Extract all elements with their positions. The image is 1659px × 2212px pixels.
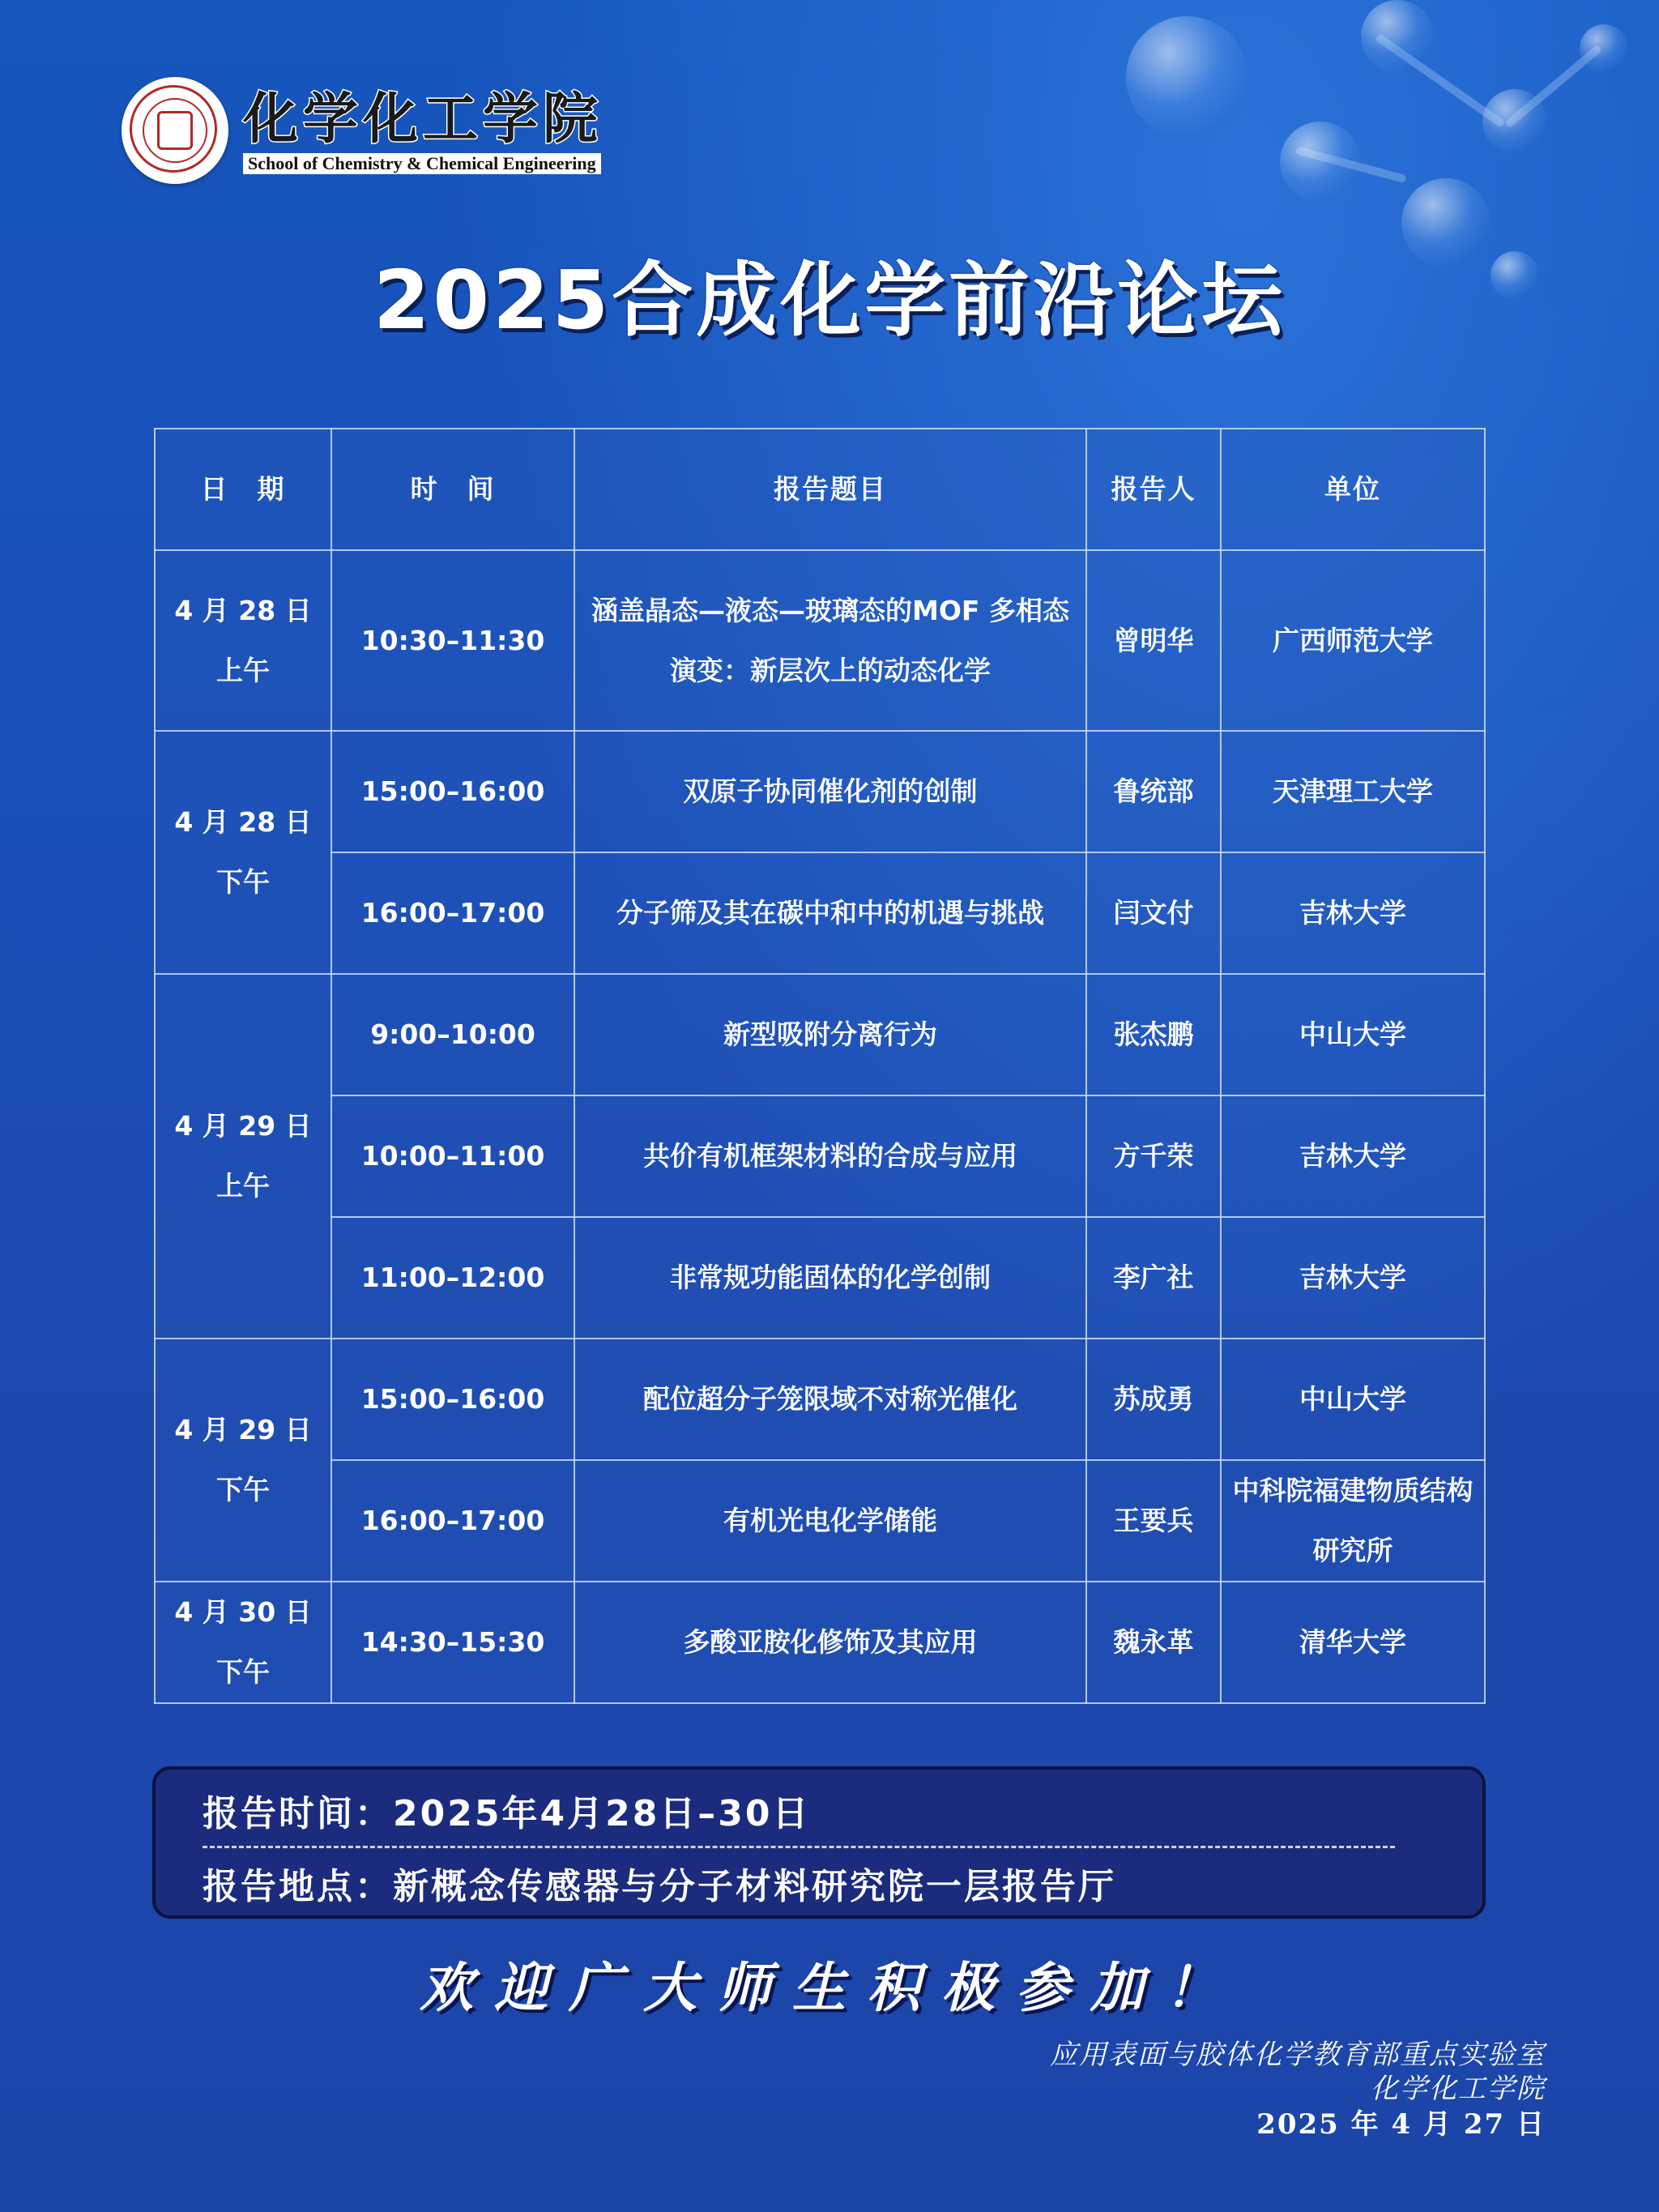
table-row (155, 731, 1485, 852)
title-cell: 非常规功能固体的化学创制 (574, 1217, 1086, 1339)
title-cell: 分子筛及其在碳中和中的机遇与挑战 (574, 852, 1086, 974)
date-cell: 4 月 28 日 下午 (155, 731, 331, 974)
unit-cell: 吉林大学 (1221, 1217, 1485, 1339)
header-date: 日 期 (155, 429, 331, 550)
header-time: 时 间 (331, 429, 574, 550)
table-row (155, 1460, 1485, 1582)
time-cell: 14:30–15:30 (331, 1582, 574, 1703)
speaker-cell: 曾明华 (1086, 550, 1221, 731)
unit-cell: 吉林大学 (1221, 852, 1485, 974)
info-box (152, 1766, 1486, 1919)
organizer-lab: 应用表面与胶体化学教育部重点实验室 (1050, 2039, 1546, 2071)
time-cell: 16:00–17:00 (331, 1460, 574, 1582)
title-cell: 多酸亚胺化修饰及其应用 (574, 1582, 1086, 1703)
time-cell: 10:00–11:00 (331, 1095, 574, 1217)
report-place: 报告地点：新概念传感器与分子材料研究院一层报告厅 (203, 1866, 1116, 1907)
time-cell: 11:00–12:00 (331, 1217, 574, 1339)
date-cell: 4 月 28 日 上午 (155, 550, 331, 731)
time-cell: 9:00–10:00 (331, 974, 574, 1095)
speaker-cell: 鲁统部 (1086, 731, 1221, 852)
table-row (155, 1339, 1485, 1460)
table-row (155, 550, 1485, 731)
unit-cell: 中山大学 (1221, 974, 1485, 1095)
title-cell: 涵盖晶态—液态—玻璃态的MOF 多相态演变：新层次上的动态化学 (574, 550, 1086, 731)
unit-cell: 中科院福建物质结构研究所 (1221, 1460, 1485, 1582)
date-cell: 4 月 29 日 下午 (155, 1339, 331, 1582)
table-row (155, 1582, 1485, 1703)
speaker-cell: 李广社 (1086, 1217, 1221, 1339)
table-row (155, 852, 1485, 974)
header-speaker: 报告人 (1086, 429, 1221, 550)
school-seal-icon (122, 77, 228, 184)
title-cell: 新型吸附分离行为 (574, 974, 1086, 1095)
time-cell: 15:00–16:00 (331, 731, 574, 852)
speaker-cell: 张杰鹏 (1086, 974, 1221, 1095)
unit-cell: 吉林大学 (1221, 1095, 1485, 1217)
logo-chinese-name: 化学化工学院 (243, 87, 603, 152)
speaker-cell: 魏永革 (1086, 1582, 1221, 1703)
logo-english-name: School of Chemistry & Chemical Engineering (243, 153, 601, 174)
title-cell: 有机光电化学储能 (574, 1460, 1086, 1582)
unit-cell: 中山大学 (1221, 1339, 1485, 1460)
issue-date: 2025 年 4 月 27 日 (1256, 2108, 1546, 2141)
organizer-school: 化学化工学院 (1371, 2073, 1546, 2105)
page-title: 2025合成化学前沿论坛 (373, 253, 1286, 348)
title-cell: 配位超分子笼限域不对称光催化 (574, 1339, 1086, 1460)
time-cell: 10:30–11:30 (331, 550, 574, 731)
unit-cell: 天津理工大学 (1221, 731, 1485, 852)
date-cell: 4 月 30 日 下午 (155, 1582, 331, 1703)
title-cell: 双原子协同催化剂的创制 (574, 731, 1086, 852)
speaker-cell: 王要兵 (1086, 1460, 1221, 1582)
header-unit: 单位 (1221, 429, 1485, 550)
time-cell: 16:00–17:00 (331, 852, 574, 974)
speaker-cell: 方千荣 (1086, 1095, 1221, 1217)
table-header-row (155, 429, 1485, 550)
time-cell: 15:00–16:00 (331, 1339, 574, 1460)
table-row (155, 1217, 1485, 1339)
welcome-slogan: 欢迎广大师生积极参加！ (420, 1956, 1239, 2019)
table-row (155, 1095, 1485, 1217)
table-row (155, 974, 1485, 1095)
header-title: 报告题目 (574, 429, 1086, 550)
unit-cell: 广西师范大学 (1221, 550, 1485, 731)
speaker-cell: 苏成勇 (1086, 1339, 1221, 1460)
report-time: 报告时间：2025年4月28日–30日 (203, 1793, 811, 1834)
title-cell: 共价有机框架材料的合成与应用 (574, 1095, 1086, 1217)
school-logo (122, 77, 603, 184)
unit-cell: 清华大学 (1221, 1582, 1485, 1703)
date-cell: 4 月 29 日 上午 (155, 974, 331, 1339)
schedule-table (154, 428, 1486, 1704)
dashed-divider (203, 1846, 1395, 1848)
speaker-cell: 闫文付 (1086, 852, 1221, 974)
